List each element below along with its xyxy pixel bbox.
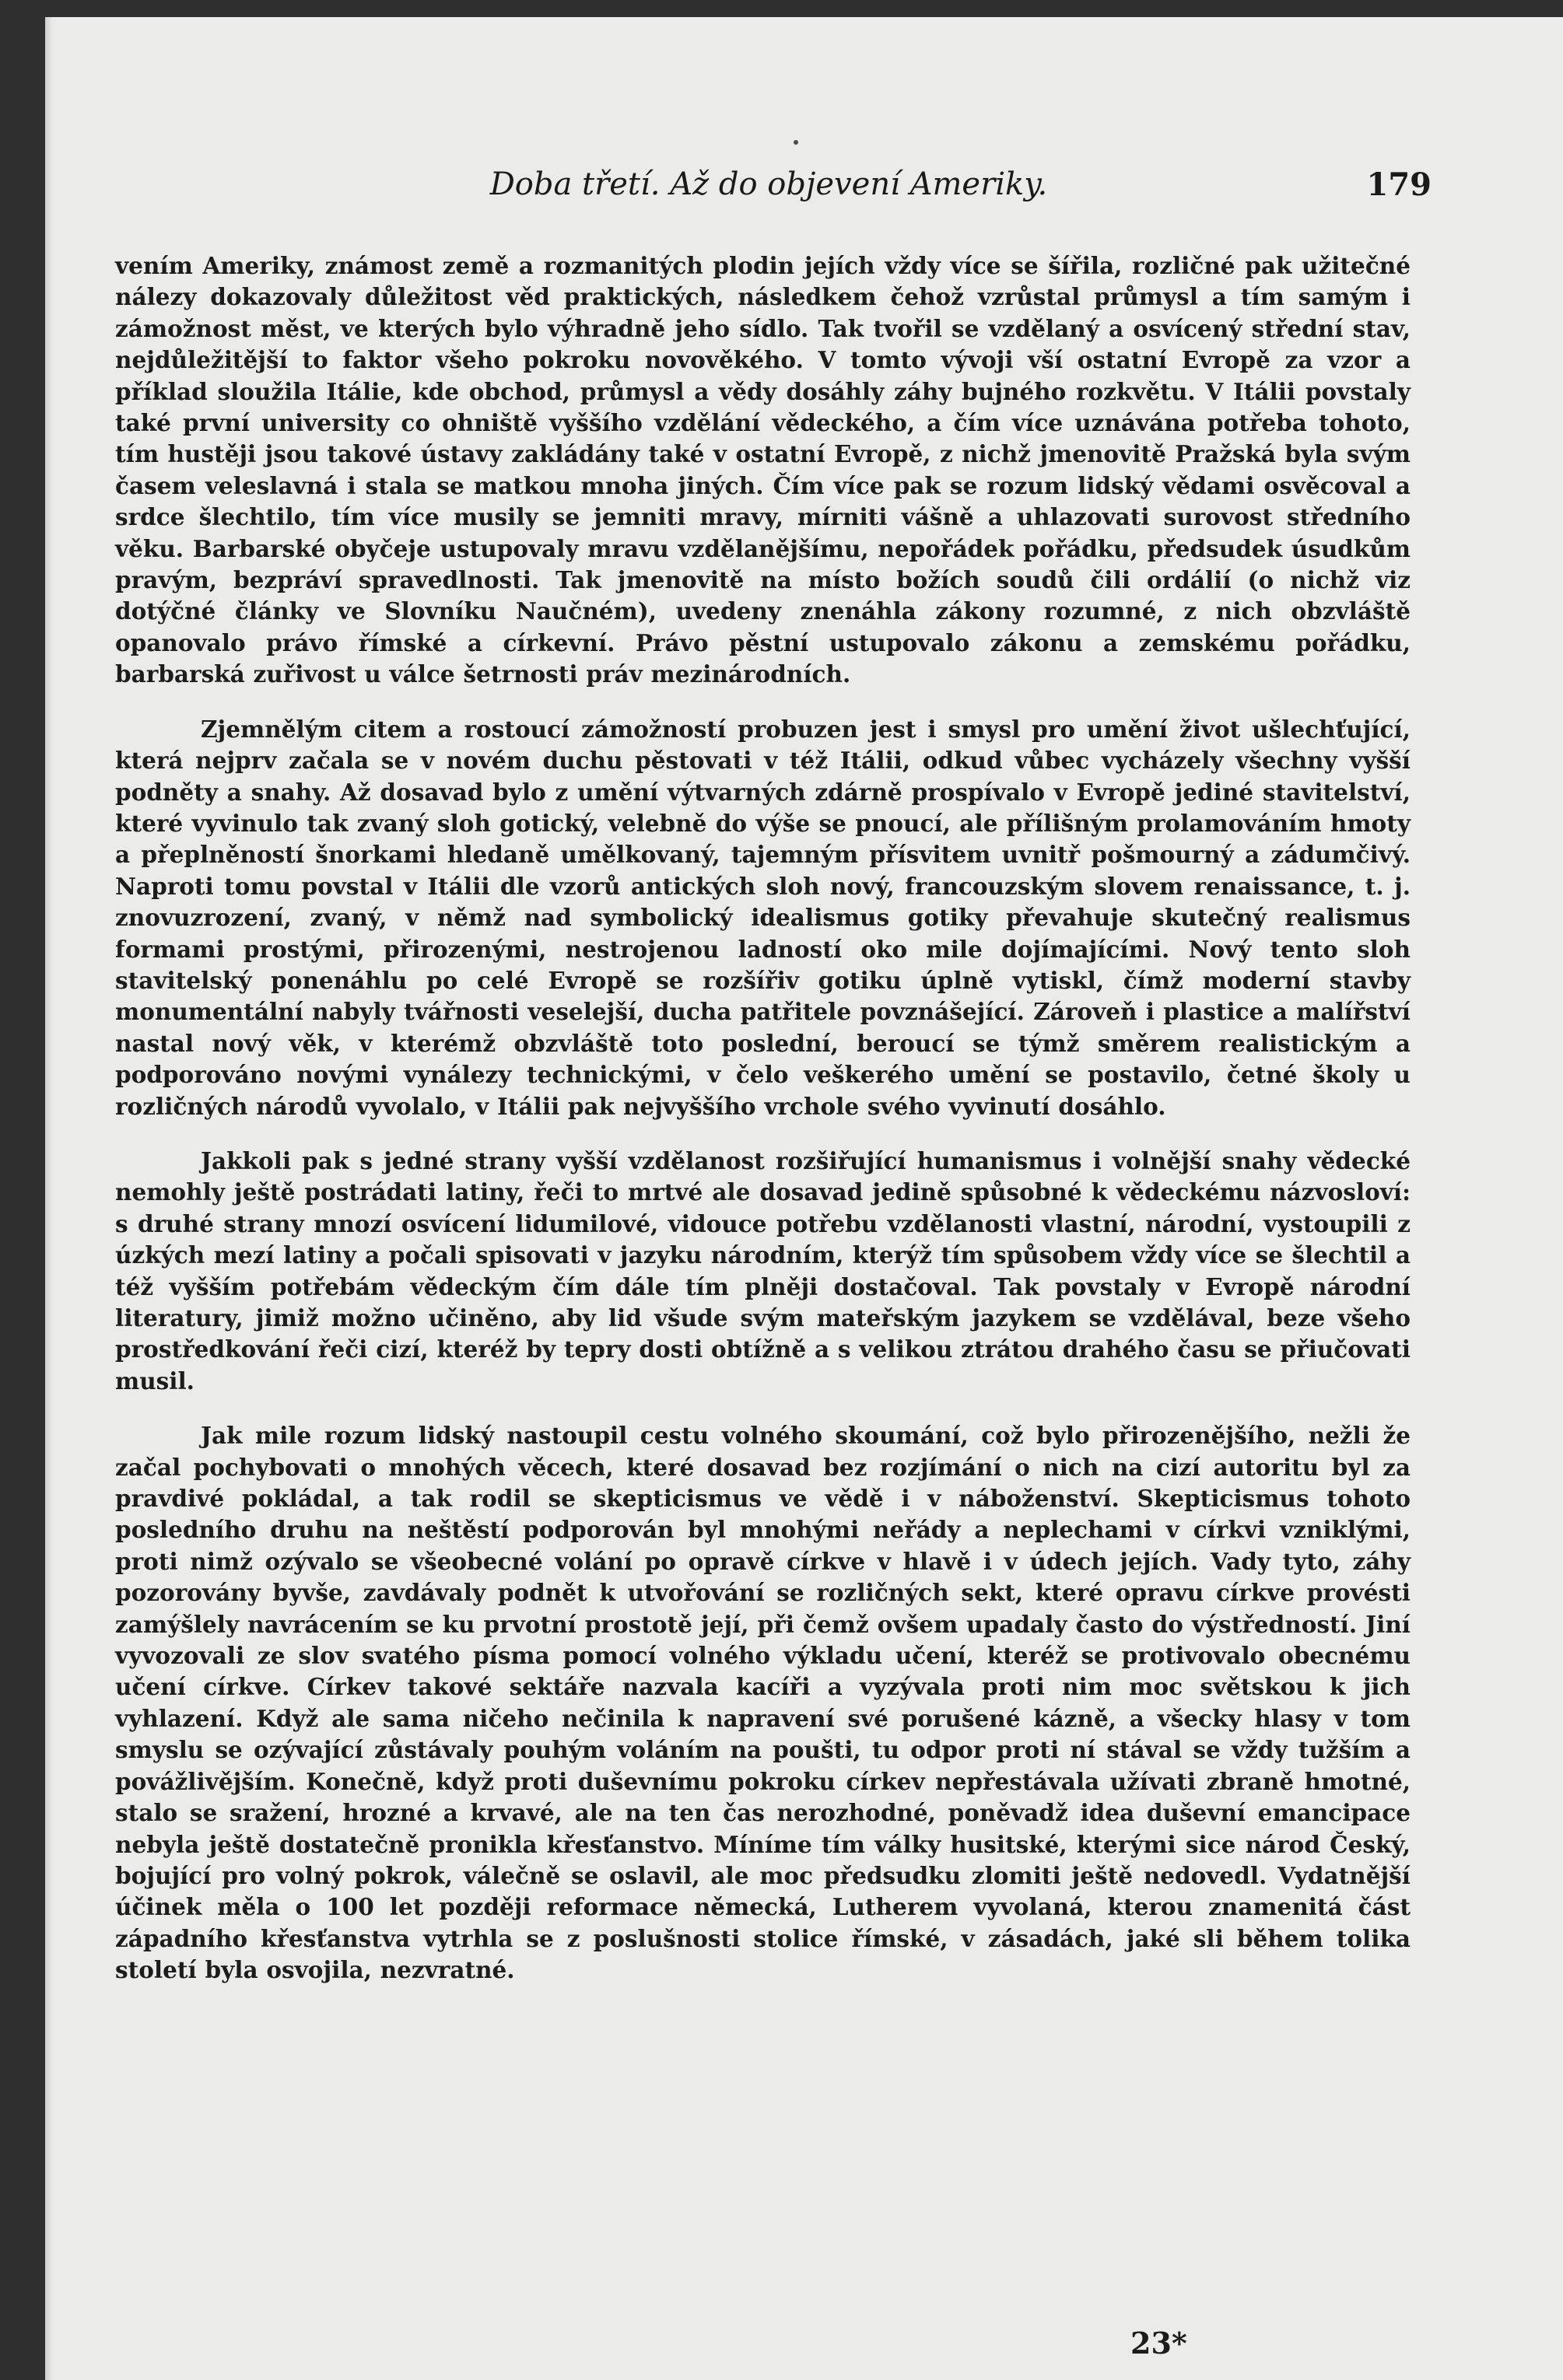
print-speck bbox=[794, 140, 798, 145]
running-title: Doba třetí. Až do objevení Ameriky. bbox=[489, 166, 1048, 202]
page-number: 179 bbox=[1366, 166, 1432, 203]
paragraph: vením Ameriky, známost země a rozmanitých plodin jejích vždy více se šířila, rozličné pak užitečné nálezy dokazovaly důležitost věd praktických, následkem čehož vzrůstal průmysl a tím samým i zámožnost měst, ve kterých bylo výhradně jeho sídlo. Tak tvořil se vzdělaný a osvícený střední stav, nejdůležitější to faktor všeho pokroku novověkého. V tomto vývoji vší ostatní Evropě za vzor a příklad sloužila Itálie, kde obchod, průmysl a vědy dosáhly záhy bujného rozkvětu. V Itálii povstaly také první university co ohniště vyššího vzdělání vědeckého, a čím více uznávána potřeba tohoto, tím hustěji jsou takové ústavy zakládány také v ostatní Evropě, z nichž jmenovitě Pražská byla svým časem veleslavná i stala se matkou mnoha jiných. Čím více pak se rozum lidský vědami osvěcoval a srdce šlechtilo, tím více musily se jemniti mravy, mírniti vášně a uhlazovati surovost středního věku. Barbarské obyčeje ustupovaly mravu vzdělanějšímu, nepořádek pořádku, předsudek úsudkům pravým, bezpráví spravedlnosti. Tak jmenovitě na místo božích soudů čili ordálií (o nichž viz dotýčné články ve Slovníku Naučném), uvedeny znenáhla zákony rozumné, z nich obzvláště opanovalo právo římské a církevní. Právo pěstní ustupovalo zákonu a zemskému pořádku, barbarská zuřivost u válce šetrnosti práv mezinárodních. bbox=[115, 252, 1411, 688]
paragraph: Jak mile rozum lidský nastoupil cestu volného skoumání, což bylo přirozenějšího, nežli že začal pochybovati o mnohých věcech, které dosavad bez rozjímání o nich na cizí autoritu byl za pravdivé pokládal, a tak rodil se skepticismus ve vědě i v náboženství. Skepticismus tohoto posledního druhu na neštěstí podporován byl mnohými neřády a neplechami v církvi vzniklými, proti nimž ozývalo se všeobecné volání po opravě církve v hlavě i v údech jejích. Vady tyto, záhy pozorovány byvše, zavdávaly podnět k utvořování se rozličných sekt, které opravu církve provésti zamýšlely navrácením se ku prvotní prostotě její, při čemž ovšem upadaly často do výstředností. Jiní vyvozovali ze slov svatého písma pomocí volného výkladu učení, kteréž se protivovalo obecnému učení církve. Církev takové sektáře nazvala kacíři a vyzývala proti nim moc světskou k jich vyhlazení. Když ale sama ničeho nečinila k napravení své porušené kázně, a všecky hlasy v tom smyslu se ozývající zůstávaly pouhým voláním na poušti, tu odpor proti ní stával se vždy tužším a povážlivějším. Konečně, když proti duševnímu pokroku církev nepřestávala užívati zbraně hmotné, stalo se sražení, hrozné a krvavé, ale na ten čas nerozhodné, poněvadž idea duševní emancipace nebyla ještě dostatečně pronikla křesťanstvo. Míníme tím války husitské, kterými sice národ Český, bojující pro volný pokrok, válečně se oslavil, ale moc předsudku zlomiti ještě nedovedl. Vydatnější účinek měla o 100 let později reformace německá, Lutherem vyvolaná, kterou znamenitá část západního křesťanstva vytrhla se z poslušnosti stolice římské, v zásadách, jaké sli během tolika století byla osvojila, nezvratné. bbox=[115, 1422, 1411, 1984]
page-header bbox=[115, 166, 1432, 221]
book-page bbox=[45, 17, 1563, 2380]
signature-mark: 23* bbox=[1130, 2326, 1187, 2361]
body-text bbox=[115, 250, 1411, 1986]
paragraph: Zjemnělým citem a rostoucí zámožností probuzen jest i smysl pro umění život ušlechťující, která nejprv začala se v novém duchu pěstovati v též Itálii, odkud vůbec vycházely všechny vyšší podněty a snahy. Až dosavad bylo z umění výtvarných zdárně prospívalo v Evropě jediné stavitelství, které vyvinulo tak zvaný sloh gotický, velebně do výše se pnoucí, ale přílišným prolamováním hmoty a přeplněností šnorkami hledaně umělkovaný, tajemným přísvitem uvnitř pošmourný a zádumčivý. Naproti tomu povstal v Itálii dle vzorů antických sloh nový, francouzským slovem renaissance, t. j. znovuzrození, zvaný, v němž nad symbolický idealismus gotiky převahuje skutečný realismus formami prostými, přirozenými, nestrojenou ladností oko mile dojímajícími. Nový tento sloh stavitelský ponenáhlu po celé Evropě se rozšířiv gotiku úplně vytiskl, čímž moderní stavby monumentální nabyly tvářnosti veselejší, ducha patřitele povznášející. Zároveň i plastice a malířství nastal nový věk, v kterémž obzvláště toto poslední, beroucí se týmž směrem realistickým a podporováno novými vynálezy technickými, v čelo veškerého umění se postavilo, četné školy u rozličných národů vyvolalo, v Itálii pak nejvyššího vrchole svého vyvinutí dosáhlo. bbox=[115, 715, 1411, 1120]
paragraph: Jakkoli pak s jedné strany vyšší vzdělanost rozšiřující humanismus i volnější snahy vědecké nemohly ještě postrádati latiny, řeči to mrtvé ale dosavad jedině spůsobné k vědeckému názvosloví: s druhé strany mnozí osvícení lidumilové, vidouce potřebu vzdělanosti vlastní, národní, vystoupili z úzkých mezí latiny a počali spisovati v jazyku národním, kterýž tím spůsobem vždy více se šlechtil a též vyšším potřebám vědeckým čím dále tím plněji dostačoval. Tak povstaly v Evropě národní literatury, jimiž možno učiněno, aby lid všude svým mateřským jazykem se vzdělával, beze všeho prostředkování řeči cizí, kteréž by tepry dosti obtížně a s velikou ztrátou drahého času se přiučovati musil. bbox=[115, 1146, 1411, 1395]
